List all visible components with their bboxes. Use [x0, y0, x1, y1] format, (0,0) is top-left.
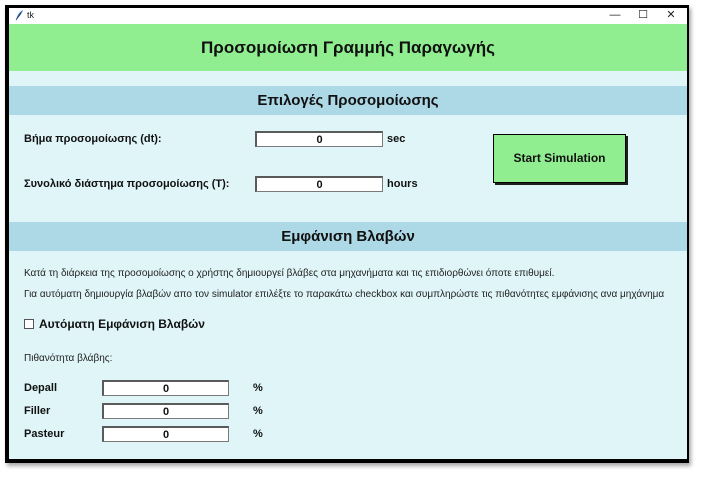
failures-heading: Εμφάνιση Βλαβών — [9, 222, 687, 251]
minimize-button[interactable]: — — [609, 9, 621, 21]
filler-unit: % — [253, 405, 263, 417]
pasteur-unit: % — [253, 428, 263, 440]
app-window — [9, 8, 687, 459]
sim-options-heading: Επιλογές Προσομοίωσης — [9, 86, 687, 115]
total-unit: hours — [387, 178, 418, 190]
failures-description-2: Για αυτόματη δημιουργία βλαβών απο τον simulator επιλέξτε το παρακάτω checkbox και συμπληρώστε τις πιθανότητες εμφάνισης ανα μηχάνημα — [24, 289, 665, 300]
auto-failures-checkbox[interactable] — [24, 319, 34, 329]
dt-unit: sec — [387, 133, 406, 145]
title-bar — [9, 8, 687, 24]
depall-unit: % — [253, 382, 263, 394]
window-title: tk — [27, 10, 35, 20]
failures-description-1: Κατά τη διάρκεια της προσομοίωσης ο χρήστης δημιουργεί βλάβες στα μηχανήματα και τις επιδιορθώνει όποτε επιθυμεί. — [24, 268, 555, 279]
dt-input[interactable] — [255, 131, 383, 147]
feather-icon — [13, 9, 25, 21]
total-label: Συνολικό διάστημα προσομοίωσης (T): — [24, 178, 230, 190]
close-button[interactable]: ✕ — [666, 9, 676, 21]
total-input[interactable] — [255, 176, 383, 192]
probability-label: Πιθανότητα βλάβης: — [24, 353, 113, 364]
machine-name-depall: Depall — [24, 382, 58, 394]
pasteur-probability-input[interactable] — [102, 426, 229, 442]
filler-probability-input[interactable] — [102, 403, 229, 419]
maximize-button[interactable]: ☐ — [638, 9, 648, 21]
depall-probability-input[interactable] — [102, 380, 229, 396]
page-title: Προσομοίωση Γραμμής Παραγωγής — [9, 24, 687, 71]
dt-label: Βήμα προσομοίωσης (dt): — [24, 133, 162, 145]
auto-failures-label[interactable]: Αυτόματη Εμφάνιση Βλαβών — [39, 317, 205, 331]
machine-name-filler: Filler — [24, 405, 51, 417]
start-simulation-button[interactable]: Start Simulation — [493, 134, 626, 183]
machine-name-pasteur: Pasteur — [24, 428, 65, 440]
